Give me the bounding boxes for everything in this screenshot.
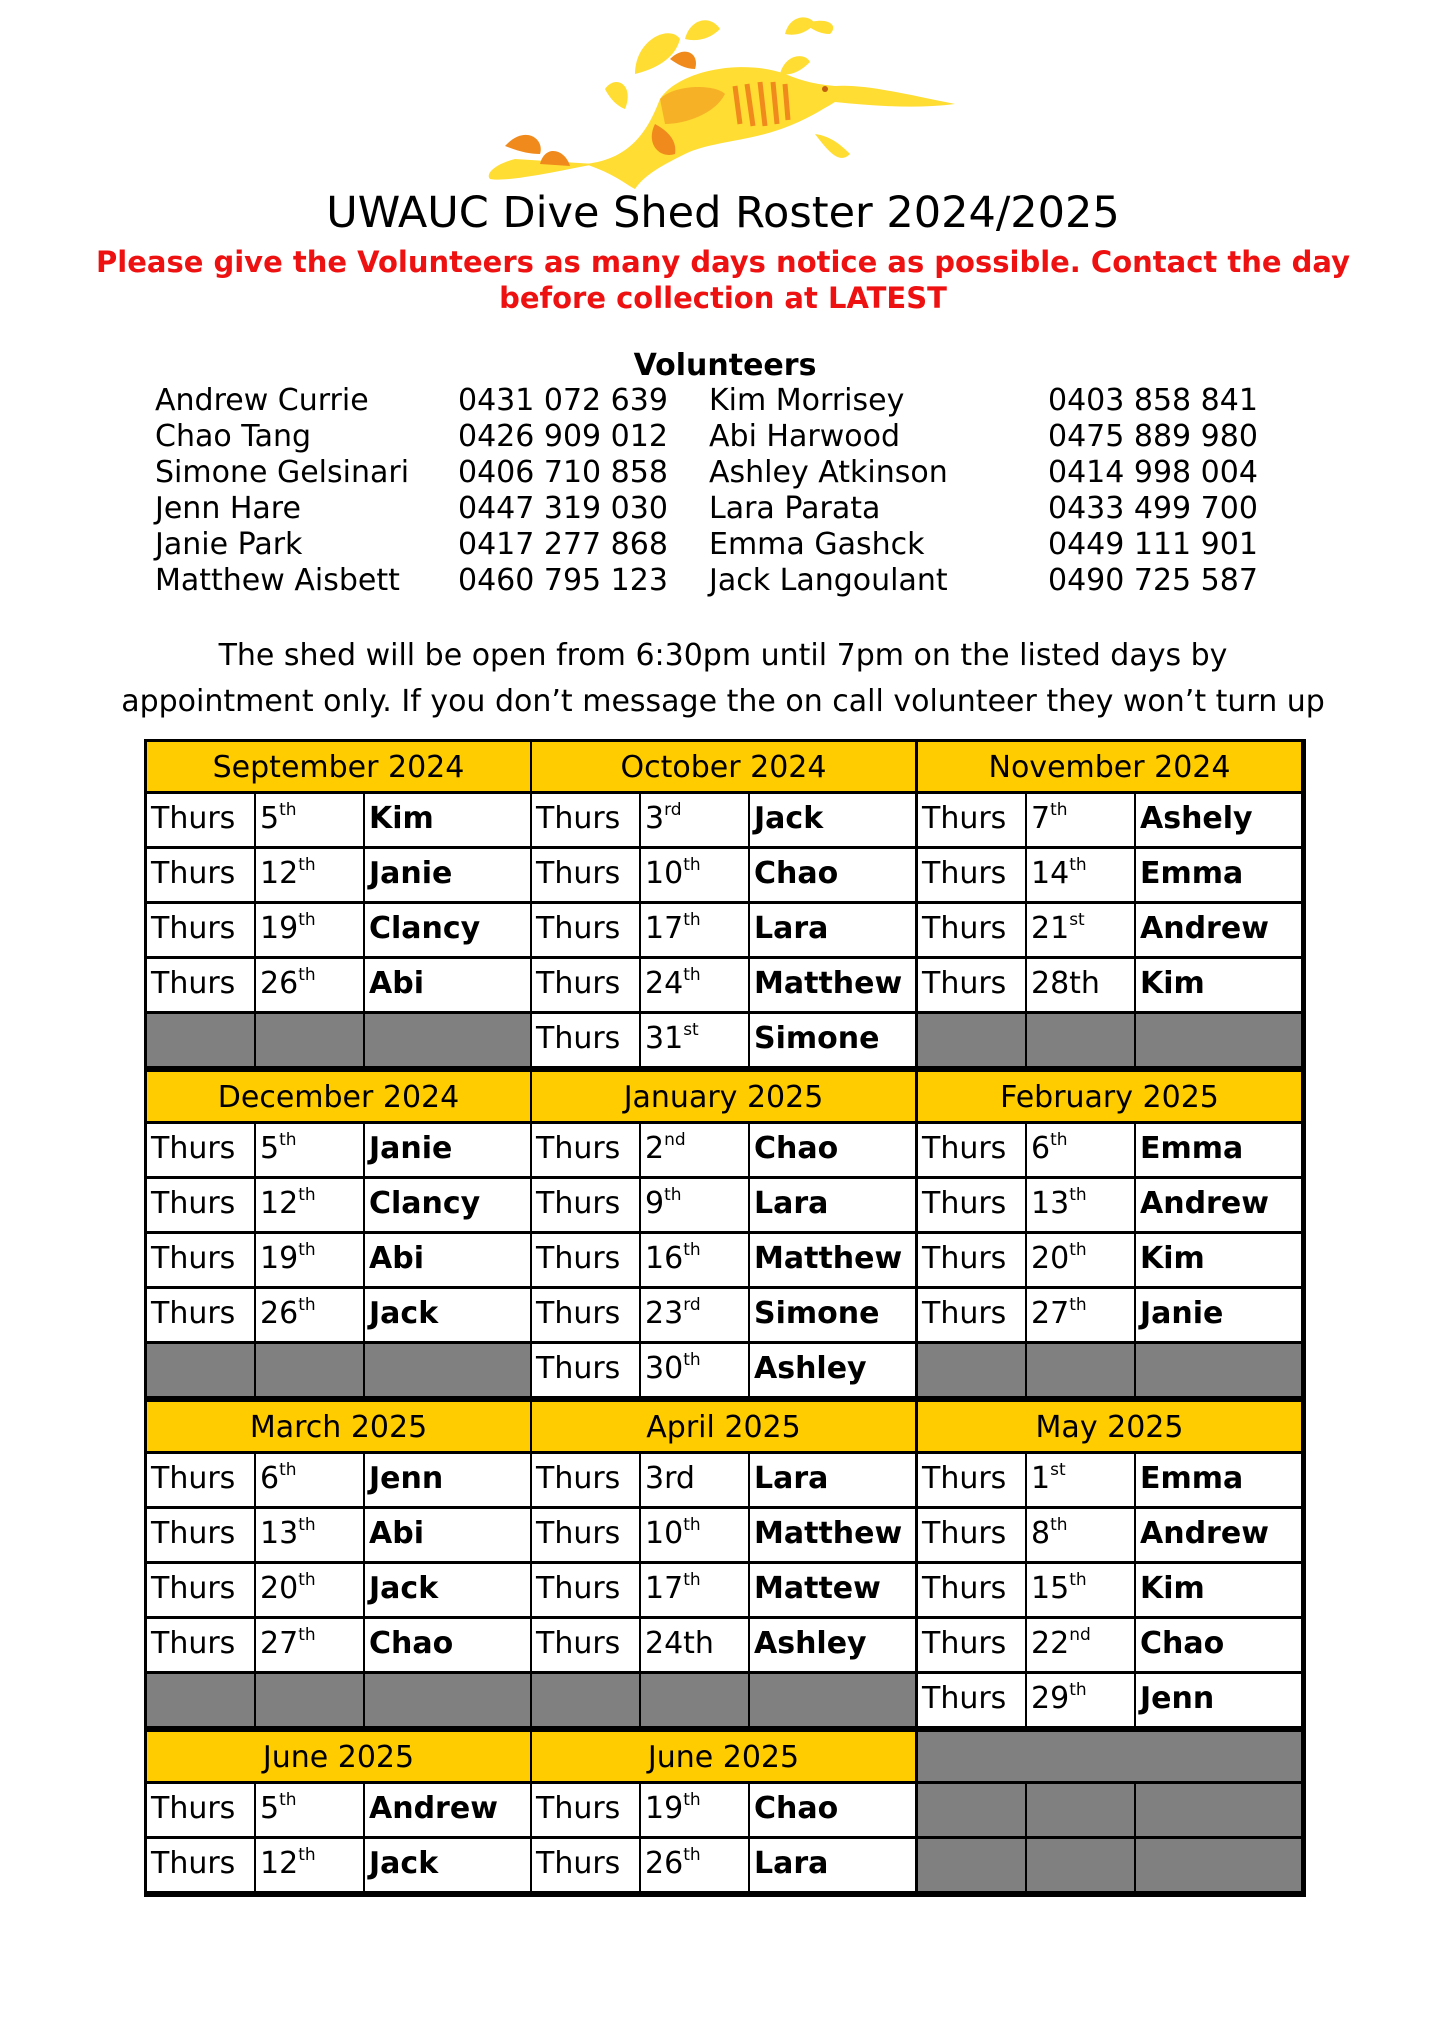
date-suffix: th (279, 1460, 297, 1480)
volunteer-name: Jack Langoulant (709, 563, 948, 598)
empty-cell (147, 1014, 254, 1066)
empty-cell (256, 1344, 363, 1396)
empty-cell (918, 1839, 1025, 1891)
empty-cell (532, 1674, 639, 1726)
date-suffix: th (1069, 1680, 1087, 1700)
empty-cell (918, 1784, 1025, 1836)
empty-cell (1136, 1344, 1301, 1396)
date-suffix: th (683, 1845, 701, 1865)
volunteer-phone: 0447 319 030 (458, 491, 668, 526)
date-suffix: rd (683, 1295, 701, 1315)
day-cell: Thurs (147, 1289, 254, 1341)
day-cell: Thurs (918, 1289, 1025, 1341)
date-cell: 14th (1027, 849, 1134, 901)
month-header: June 2025 (147, 1732, 530, 1781)
day-cell: Thurs (147, 1784, 254, 1836)
volunteer-cell: Abi (365, 1234, 530, 1286)
date-suffix: th (298, 855, 316, 875)
date-cell: 24th (641, 959, 748, 1011)
volunteer-cell: Simone (750, 1289, 915, 1341)
page-title: UWAUC Dive Shed Roster 2024/2025 (326, 188, 1120, 238)
day-cell: Thurs (147, 1454, 254, 1506)
volunteer-cell: Ashley (750, 1619, 915, 1671)
date-cell: 8th (1027, 1509, 1134, 1561)
day-cell: Thurs (532, 1784, 639, 1836)
date-suffix: th (279, 800, 297, 820)
date-suffix: th (1069, 1570, 1087, 1590)
date-cell: 22nd (1027, 1619, 1134, 1671)
date-cell: 13th (256, 1509, 363, 1561)
volunteer-cell: Kim (365, 794, 530, 846)
date-suffix: nd (1069, 1625, 1091, 1645)
empty-cell (1136, 1839, 1301, 1891)
empty-cell (1027, 1014, 1134, 1066)
day-cell: Thurs (532, 1289, 639, 1341)
volunteer-cell: Janie (365, 1124, 530, 1176)
volunteer-cell: Emma (1136, 1454, 1301, 1506)
month-header: May 2025 (918, 1402, 1301, 1451)
day-cell: Thurs (918, 1124, 1025, 1176)
volunteer-cell: Jack (365, 1839, 530, 1891)
date-suffix: th (1069, 1185, 1087, 1205)
day-cell: Thurs (918, 1619, 1025, 1671)
month-header: September 2024 (147, 742, 530, 791)
day-cell: Thurs (918, 1674, 1025, 1726)
date-suffix: th (1069, 855, 1087, 875)
day-cell: Thurs (147, 1124, 254, 1176)
day-cell: Thurs (532, 1564, 639, 1616)
volunteer-phone: 0490 725 587 (1048, 563, 1258, 598)
note-line-1: The shed will be open from 6:30pm until 7pm on the listed days by (218, 638, 1228, 673)
day-cell: Thurs (532, 1509, 639, 1561)
day-cell: Thurs (532, 1014, 639, 1066)
volunteer-cell: Lara (750, 1839, 915, 1891)
month-header: February 2025 (918, 1072, 1301, 1121)
date-cell: 20th (256, 1564, 363, 1616)
empty-cell (1136, 1014, 1301, 1066)
date-cell: 6th (256, 1454, 363, 1506)
day-cell: Thurs (147, 1564, 254, 1616)
day-cell: Thurs (918, 1234, 1025, 1286)
day-cell: Thurs (918, 794, 1025, 846)
volunteer-row (0, 527, 1440, 563)
date-suffix: th (664, 1185, 682, 1205)
volunteer-cell: Ashely (1136, 794, 1301, 846)
date-cell: 7th (1027, 794, 1134, 846)
volunteer-row (0, 491, 1440, 527)
day-cell: Thurs (918, 1509, 1025, 1561)
volunteer-cell: Matthew (750, 1509, 915, 1561)
date-suffix: st (683, 1020, 699, 1040)
date-suffix: th (1069, 1240, 1087, 1260)
date-cell: 3rd (641, 794, 748, 846)
day-cell: Thurs (147, 1234, 254, 1286)
date-cell: 17th (641, 1564, 748, 1616)
date-suffix: th (298, 1240, 316, 1260)
volunteer-row (0, 419, 1440, 455)
date-cell: 9th (641, 1179, 748, 1231)
date-cell: 26th (256, 959, 363, 1011)
date-cell: 17th (641, 904, 748, 956)
month-header: November 2024 (918, 742, 1301, 791)
volunteers-heading: Volunteers (633, 348, 817, 383)
volunteer-phone: 0414 998 004 (1048, 455, 1258, 490)
day-cell: Thurs (918, 959, 1025, 1011)
volunteer-cell: Chao (750, 849, 915, 901)
volunteer-name: Ashley Atkinson (709, 455, 948, 490)
volunteer-cell: Chao (1136, 1619, 1301, 1671)
volunteer-phone: 0431 072 639 (458, 383, 668, 418)
date-cell: 19th (641, 1784, 748, 1836)
date-cell: 26th (256, 1289, 363, 1341)
volunteer-row (0, 383, 1440, 419)
empty-cell (1027, 1839, 1134, 1891)
date-suffix: th (279, 1790, 297, 1810)
empty-cell (918, 1014, 1025, 1066)
date-cell: 27th (1027, 1289, 1134, 1341)
volunteer-cell: Kim (1136, 959, 1301, 1011)
date-suffix: th (683, 1240, 701, 1260)
note-line-2: appointment only. If you don’t message the on call volunteer they won’t turn up (121, 684, 1325, 719)
volunteer-cell: Jenn (1136, 1674, 1301, 1726)
notice-text: Please give the Volunteers as many days notice as possible. Contact the day before collection at LATEST (96, 245, 1350, 315)
empty-header-cell (918, 1732, 1301, 1781)
volunteer-cell: Simone (750, 1014, 915, 1066)
volunteer-cell: Clancy (365, 1179, 530, 1231)
date-suffix: th (683, 910, 701, 930)
empty-cell (1027, 1784, 1134, 1836)
date-suffix: th (298, 1515, 316, 1535)
volunteer-phone: 0403 858 841 (1048, 383, 1258, 418)
date-cell: 26th (641, 1839, 748, 1891)
empty-cell (256, 1014, 363, 1066)
volunteer-row (0, 563, 1440, 599)
date-suffix: th (1050, 1515, 1068, 1535)
date-cell: 5th (256, 1784, 363, 1836)
volunteer-cell: Abi (365, 1509, 530, 1561)
volunteer-cell: Janie (365, 849, 530, 901)
day-cell: Thurs (532, 1234, 639, 1286)
date-suffix: th (298, 1570, 316, 1590)
date-cell: 12th (256, 1179, 363, 1231)
volunteer-row (0, 455, 1440, 491)
date-cell: 12th (256, 1839, 363, 1891)
empty-cell (641, 1674, 748, 1726)
date-cell: 10th (641, 849, 748, 901)
date-suffix: th (683, 1515, 701, 1535)
date-suffix: th (1050, 1130, 1068, 1150)
date-suffix: th (683, 1350, 701, 1370)
date-suffix: th (298, 1295, 316, 1315)
date-suffix: th (683, 855, 701, 875)
day-cell: Thurs (918, 1564, 1025, 1616)
date-suffix: th (683, 965, 701, 985)
date-cell: 30th (641, 1344, 748, 1396)
volunteer-name: Emma Gashck (709, 527, 925, 562)
day-cell: Thurs (532, 1344, 639, 1396)
day-cell: Thurs (532, 1619, 639, 1671)
month-header: December 2024 (147, 1072, 530, 1121)
volunteer-cell: Andrew (365, 1784, 530, 1836)
roster-table (144, 739, 1306, 1897)
date-suffix: st (1069, 910, 1085, 930)
volunteer-name: Matthew Aisbett (155, 563, 400, 598)
date-cell: 6th (1027, 1124, 1134, 1176)
volunteer-cell: Jack (365, 1564, 530, 1616)
empty-cell (750, 1674, 915, 1726)
volunteer-phone: 0417 277 868 (458, 527, 668, 562)
volunteer-cell: Lara (750, 1179, 915, 1231)
volunteer-phone: 0406 710 858 (458, 455, 668, 490)
month-header: March 2025 (147, 1402, 530, 1451)
date-suffix: th (683, 1790, 701, 1810)
volunteer-cell: Clancy (365, 904, 530, 956)
day-cell: Thurs (918, 1454, 1025, 1506)
volunteer-phone: 0475 889 980 (1048, 419, 1258, 454)
volunteer-cell: Emma (1136, 849, 1301, 901)
date-cell: 21st (1027, 904, 1134, 956)
volunteer-cell: Mattew (750, 1564, 915, 1616)
day-cell: Thurs (532, 849, 639, 901)
volunteer-cell: Andrew (1136, 1509, 1301, 1561)
volunteer-cell: Chao (750, 1124, 915, 1176)
day-cell: Thurs (147, 849, 254, 901)
day-cell: Thurs (532, 1179, 639, 1231)
volunteer-cell: Janie (1136, 1289, 1301, 1341)
date-cell: 13th (1027, 1179, 1134, 1231)
volunteer-phone: 0433 499 700 (1048, 491, 1258, 526)
empty-cell (1027, 1344, 1134, 1396)
volunteer-cell: Kim (1136, 1564, 1301, 1616)
volunteer-cell: Ashley (750, 1344, 915, 1396)
volunteer-cell: Andrew (1136, 1179, 1301, 1231)
volunteer-cell: Lara (750, 1454, 915, 1506)
volunteer-phone: 0460 795 123 (458, 563, 668, 598)
volunteer-name: Abi Harwood (709, 419, 901, 454)
date-cell: 5th (256, 794, 363, 846)
empty-cell (147, 1674, 254, 1726)
volunteer-phone: 0449 111 901 (1048, 527, 1258, 562)
sea-dragon-logo (485, 14, 960, 194)
volunteer-cell: Chao (365, 1619, 530, 1671)
day-cell: Thurs (147, 1179, 254, 1231)
volunteer-cell: Emma (1136, 1124, 1301, 1176)
date-cell: 10th (641, 1509, 748, 1561)
date-suffix: th (298, 910, 316, 930)
day-cell: Thurs (147, 1839, 254, 1891)
month-header: January 2025 (532, 1072, 915, 1121)
opening-hours-note (0, 633, 1440, 725)
date-cell: 16th (641, 1234, 748, 1286)
day-cell: Thurs (918, 1179, 1025, 1231)
day-cell: Thurs (147, 794, 254, 846)
volunteer-cell: Matthew (750, 959, 915, 1011)
volunteer-name: Janie Park (155, 527, 303, 562)
day-cell: Thurs (532, 904, 639, 956)
empty-cell (365, 1014, 530, 1066)
day-cell: Thurs (918, 904, 1025, 956)
volunteer-cell: Andrew (1136, 904, 1301, 956)
empty-cell (1136, 1784, 1301, 1836)
date-cell: 3rd (641, 1454, 748, 1506)
date-suffix: th (298, 1845, 316, 1865)
volunteer-cell: Jenn (365, 1454, 530, 1506)
empty-cell (365, 1674, 530, 1726)
volunteer-name: Jenn Hare (155, 491, 301, 526)
date-suffix: th (1050, 800, 1068, 820)
date-cell: 2nd (641, 1124, 748, 1176)
volunteer-cell: Matthew (750, 1234, 915, 1286)
date-cell: 19th (256, 904, 363, 956)
date-suffix: rd (664, 800, 682, 820)
volunteer-name: Lara Parata (709, 491, 881, 526)
month-header: October 2024 (532, 742, 915, 791)
volunteer-cell: Abi (365, 959, 530, 1011)
date-cell: 19th (256, 1234, 363, 1286)
date-cell: 29th (1027, 1674, 1134, 1726)
volunteer-name: Andrew Currie (155, 383, 369, 418)
volunteer-name: Chao Tang (155, 419, 312, 454)
date-suffix: th (298, 1185, 316, 1205)
date-suffix: th (1069, 1295, 1087, 1315)
empty-cell (918, 1344, 1025, 1396)
date-cell: 12th (256, 849, 363, 901)
day-cell: Thurs (532, 1454, 639, 1506)
volunteer-phone: 0426 909 012 (458, 419, 668, 454)
volunteer-cell: Chao (750, 1784, 915, 1836)
volunteer-cell: Kim (1136, 1234, 1301, 1286)
date-cell: 15th (1027, 1564, 1134, 1616)
day-cell: Thurs (532, 794, 639, 846)
day-cell: Thurs (532, 959, 639, 1011)
date-suffix: th (279, 1130, 297, 1150)
date-cell: 20th (1027, 1234, 1134, 1286)
date-cell: 5th (256, 1124, 363, 1176)
date-suffix: th (298, 1625, 316, 1645)
date-suffix: st (1050, 1460, 1066, 1480)
day-cell: Thurs (147, 904, 254, 956)
date-suffix: nd (664, 1130, 686, 1150)
volunteer-cell: Jack (365, 1289, 530, 1341)
month-header: June 2025 (532, 1732, 915, 1781)
date-cell: 27th (256, 1619, 363, 1671)
day-cell: Thurs (147, 1619, 254, 1671)
month-header: April 2025 (532, 1402, 915, 1451)
volunteer-list (0, 383, 1440, 603)
empty-cell (365, 1344, 530, 1396)
date-cell: 1st (1027, 1454, 1134, 1506)
date-cell: 24th (641, 1619, 748, 1671)
volunteer-name: Kim Morrisey (709, 383, 905, 418)
day-cell: Thurs (532, 1124, 639, 1176)
day-cell: Thurs (532, 1839, 639, 1891)
empty-cell (147, 1344, 254, 1396)
empty-cell (256, 1674, 363, 1726)
day-cell: Thurs (147, 959, 254, 1011)
date-suffix: th (298, 965, 316, 985)
date-suffix: th (683, 1570, 701, 1590)
volunteer-cell: Jack (750, 794, 915, 846)
volunteer-name: Simone Gelsinari (155, 455, 410, 490)
volunteer-cell: Lara (750, 904, 915, 956)
day-cell: Thurs (918, 849, 1025, 901)
date-cell: 23rd (641, 1289, 748, 1341)
day-cell: Thurs (147, 1509, 254, 1561)
date-cell: 31st (641, 1014, 748, 1066)
date-cell: 28th (1027, 959, 1134, 1011)
